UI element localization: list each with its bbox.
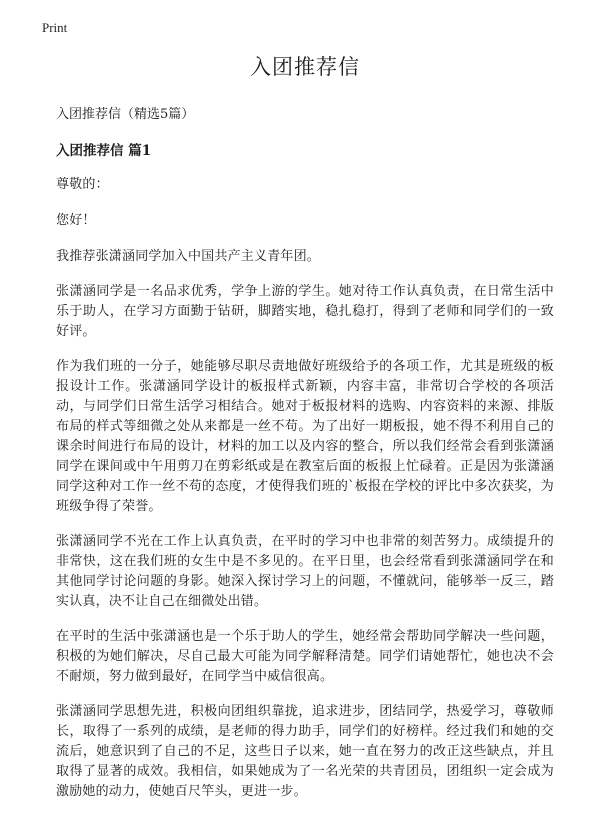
paragraph: 作为我们班的一分子，她能够尽职尽责地做好班级给予的各项工作，尤其是班级的板报设计工作。张潇涵同学设计的板报样式新颖，内容丰富，非常切合学校的各项活动，与同学们日常生活学习相结合。她对于板报材料的选购、内容资料的来源、排版布局的样式等细微之处从来都是一丝不苟。为了出好一期板报，她不得不利用自己的课余时间进行布局的设计，材料的加工以及内容的整合，所以我们经常会看到张潇涵同学在课间或中午用剪刀在剪彩纸或是在教室后面的板报上忙碌着。正是因为张潇涵同学这种对工作一丝不苟的态度，才使得我们班的`板报在学校的评比中多次获奖，为班级争得了荣誉。 (56, 359, 554, 514)
paragraph: 张潇涵同学是一名品求优秀，学争上游的学生。她对待工作认真负责，在日常生活中乐于助人，在学习方面勤于钻研，脚踏实地，稳扎稳打，得到了老师和同学们的一致好评。 (56, 284, 554, 339)
salutation: 尊敬的： (56, 177, 109, 192)
print-link[interactable]: Print (42, 20, 68, 35)
paragraph: 我推荐张潇涵同学加入中国共产主义青年团。 (56, 249, 321, 264)
document-page (56, 52, 554, 817)
greeting: 您好！ (56, 213, 96, 228)
document-subtitle: 入团推荐信（精选5篇） (56, 107, 195, 122)
section-heading: 入团推荐信 篇1 (56, 143, 152, 159)
document-title: 入团推荐信 (250, 55, 360, 79)
paragraph: 张潇涵同学思想先进，积极向团组织靠拢，追求进步，团结同学，热爱学习，尊敬师长，取得了一系列的成绩，是老师的得力助手，同学们的好榜样。经过我们和她的交流后，她意识到了自己的不足，这些日子以来，她一直在努力的改正这些缺点，并且取得了显著的成效。我相信，如果她成为了一名光荣的共青团员，团组织一定会成为激励她的动力，使她百尺竿头，更进一步。 (56, 704, 554, 799)
paragraph: 在平时的生活中张潇涵也是一个乐于助人的学生，她经常会帮助同学解决一些问题，积极的为她们解决，尽自己最大可能为同学解释清楚。同学们请她帮忙，她也决不会不耐烦，努力做到最好，在同学当中威信很高。 (56, 629, 554, 684)
paragraph: 张潇涵同学不光在工作上认真负责，在平时的学习中也非常的刻苦努力。成绩提升的非常快，这在我们班的女生中是不多见的。在平日里，也会经常看到张潇涵同学在和其他同学讨论问题的身影。她深入探讨学习上的问题，不懂就问，能够举一反三，踏实认真，决不让自己在细微处出错。 (56, 534, 554, 609)
